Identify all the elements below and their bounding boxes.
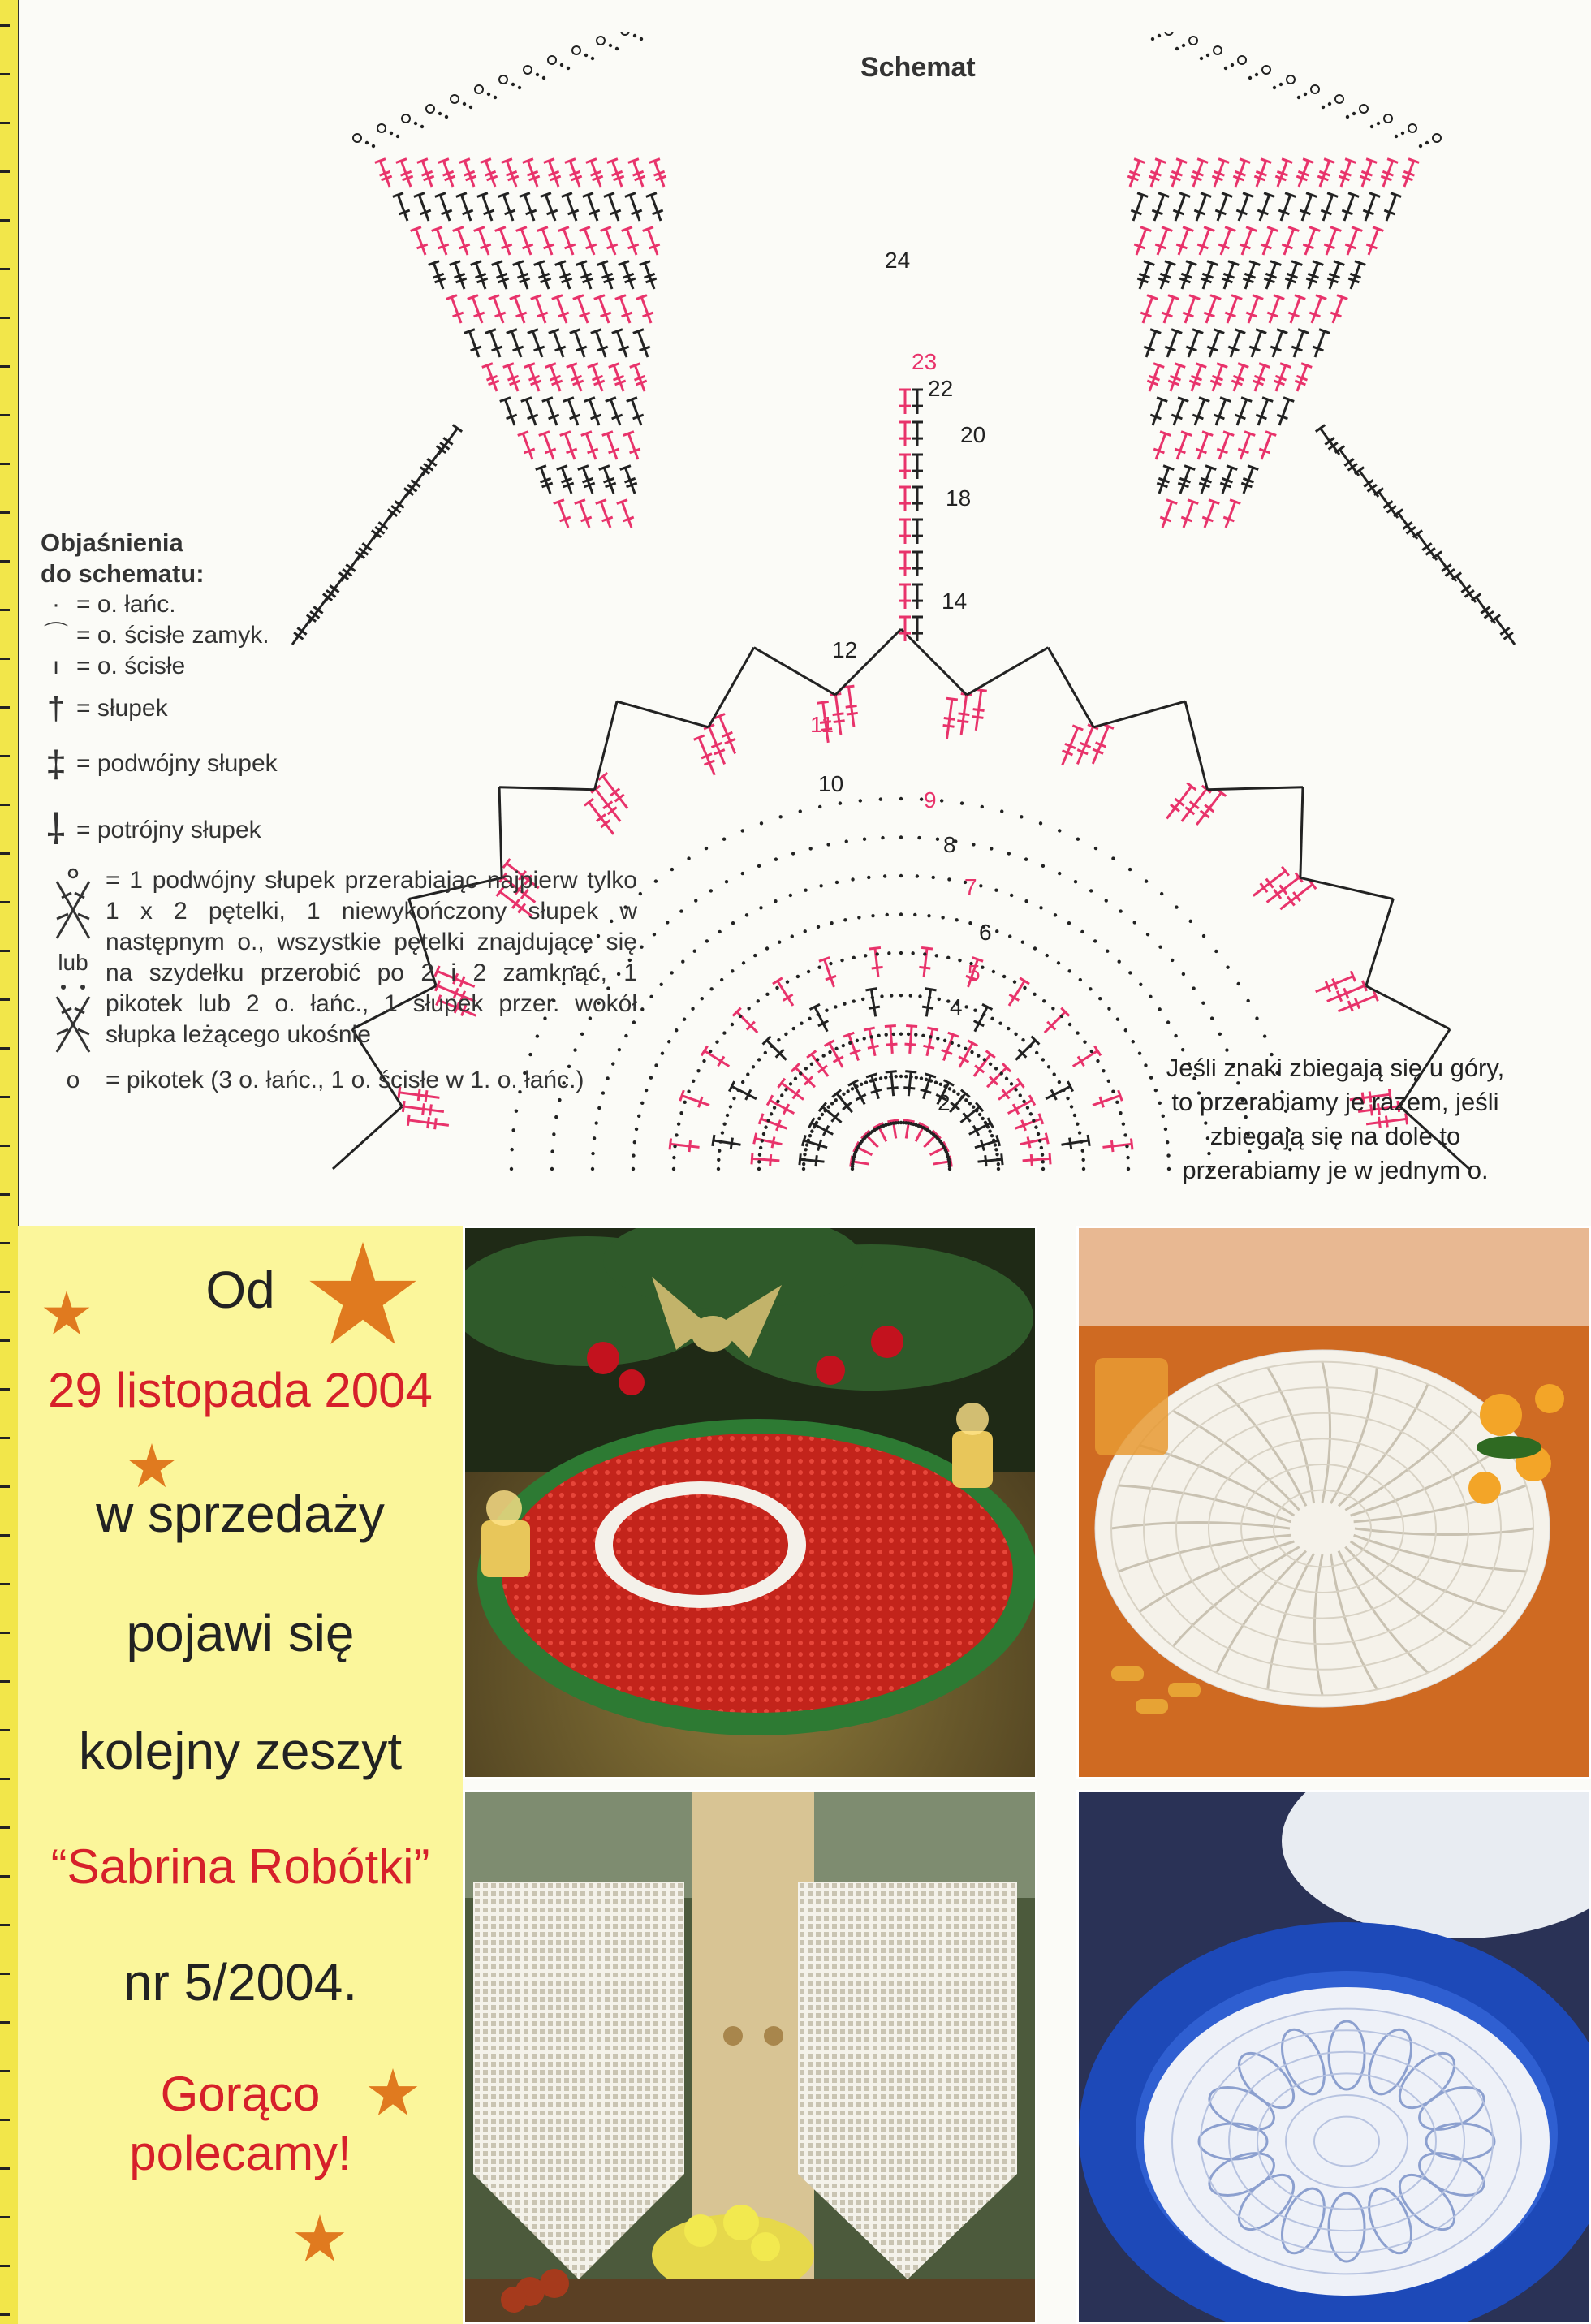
- row-number-5: 5: [968, 960, 981, 985]
- ruler-tick: [0, 414, 10, 416]
- photo-blue-plate-doily: [1076, 1790, 1591, 2324]
- ruler-tick: [0, 1485, 10, 1488]
- ruler-tick: [0, 2119, 10, 2121]
- row-number-11: 11: [810, 712, 834, 737]
- ruler-tick: [0, 2167, 10, 2170]
- ruler-tick: [0, 560, 10, 563]
- promo-panel: [18, 1226, 463, 2324]
- chain-stitch-icon: ·: [52, 591, 60, 618]
- promo-date: 29 listopada 2004: [48, 1363, 433, 1417]
- ruler-tick: [0, 1778, 10, 1780]
- ruler-tick: [0, 463, 10, 465]
- promo-recommend-2: polecamy!: [129, 2126, 351, 2180]
- ruler-tick: [0, 950, 10, 952]
- ruler-tick: [0, 1875, 10, 1878]
- ruler-tick: [0, 1729, 10, 1731]
- legend-item-decrease: [41, 865, 641, 1060]
- row-number-2: 2: [938, 1090, 951, 1115]
- ruler-tick: [0, 1193, 10, 1196]
- row-number-8: 8: [943, 832, 956, 857]
- ruler-tick: [0, 1096, 10, 1098]
- ruler-tick: [0, 2021, 10, 2024]
- white-doily-illustration: [1079, 1228, 1591, 1779]
- diagram-title: Schemat: [860, 52, 976, 83]
- ruler-tick: [0, 1047, 10, 1050]
- ruler-tick: [0, 1145, 10, 1147]
- red-doily-illustration: [465, 1228, 1037, 1779]
- ruler-tick: [0, 365, 10, 368]
- diagram-legend: [41, 528, 641, 1094]
- page-edge-ruler: [0, 0, 19, 2324]
- curtains-illustration: [465, 1792, 1037, 2324]
- ruler-tick: [0, 901, 10, 903]
- row-number-12: 12: [832, 637, 858, 662]
- triple-treble-icon: ⸸: [45, 807, 67, 854]
- photo-white-doily: [1076, 1226, 1591, 1779]
- row-number-24: 24: [885, 248, 911, 273]
- promo-on-sale: w sprzedaży: [96, 1485, 385, 1543]
- photo-red-doily: [463, 1226, 1037, 1779]
- promo-issue-number: nr 5/2004.: [123, 1953, 358, 2011]
- ruler-tick: [0, 268, 10, 270]
- star-icon: [127, 1443, 176, 1489]
- treble-crochet-icon: ‡: [45, 743, 67, 785]
- ruler-tick: [0, 2070, 10, 2072]
- ruler-tick: [0, 1583, 10, 1585]
- ruler-tick: [0, 317, 10, 319]
- row-number-9: 9: [924, 787, 937, 813]
- ruler-tick: [0, 1973, 10, 1975]
- promo-recommend-1: Gorąco: [160, 2067, 321, 2121]
- single-crochet-icon: ı: [52, 653, 60, 679]
- ruler-tick: [0, 2313, 10, 2316]
- ruler-tick: [0, 2265, 10, 2267]
- ruler-tick: [0, 1924, 10, 1926]
- star-icon: [294, 2214, 346, 2263]
- legend-item-picot: o = pikotek (3 o. łańc., 1 o. ścisłe w 1. o. łańc.): [41, 1067, 641, 1094]
- legend-item-treble-crochet: ‡ = podwójny słupek: [41, 748, 641, 779]
- blue-plate-illustration: [1079, 1792, 1591, 2324]
- diagram-row-numbers: [810, 248, 992, 1115]
- crossed-cluster-icon: [47, 865, 99, 946]
- ruler-tick: [0, 1388, 10, 1391]
- row-number-7: 7: [964, 874, 977, 899]
- double-crochet-icon: †: [46, 691, 66, 727]
- ruler-tick: [0, 1339, 10, 1342]
- ruler-tick: [0, 1242, 10, 1244]
- ruler-tick: [0, 170, 10, 173]
- legend-item-single-crochet: ı = o. ścisłe: [41, 651, 641, 682]
- photo-lace-curtains: [463, 1790, 1037, 2324]
- picot-icon: o: [66, 1067, 80, 1093]
- row-number-23: 23: [912, 349, 938, 374]
- row-number-6: 6: [979, 920, 992, 945]
- diagram-note: Jeśli znaki zbiegają się u góry, to przerabiamy je razem, jeśli zbiegają się na dole to przerabiamy je w jednym o.: [1166, 1054, 1505, 1184]
- ruler-tick: [0, 2216, 10, 2218]
- row-number-18: 18: [946, 485, 972, 511]
- star-icon: [306, 1242, 420, 1347]
- row-number-14: 14: [942, 589, 968, 614]
- ruler-tick: [0, 1826, 10, 1829]
- legend-title: Objaśnienia do schematu:: [41, 528, 205, 588]
- ruler-tick: [0, 1632, 10, 1634]
- ruler-tick: [0, 73, 10, 75]
- promo-next-issue: kolejny zeszyt: [78, 1722, 403, 1780]
- promo-will-appear: pojawi się: [126, 1604, 355, 1662]
- row-number-22: 22: [928, 376, 954, 401]
- ruler-tick: [0, 1534, 10, 1537]
- star-icon: [42, 1291, 91, 1336]
- legend-item-double-crochet: † = słupek: [41, 693, 641, 724]
- or-label: lub: [58, 950, 88, 975]
- ruler-tick: [0, 1291, 10, 1293]
- legend-item-chain: · = o. łańc.: [41, 589, 641, 620]
- row-number-20: 20: [960, 422, 986, 447]
- ruler-tick: [0, 24, 10, 27]
- ruler-tick: [0, 706, 10, 709]
- ruler-tick: [0, 1680, 10, 1683]
- ruler-tick: [0, 804, 10, 806]
- promo-magazine-title: “Sabrina Robótki”: [50, 1839, 430, 1894]
- ruler-tick: [0, 852, 10, 855]
- ruler-tick: [0, 1437, 10, 1439]
- row-number-4: 4: [950, 994, 963, 1020]
- ruler-tick: [0, 755, 10, 757]
- slip-stitch-icon: ⌒: [44, 622, 68, 649]
- crossed-cluster-chain-icon: [47, 979, 99, 1060]
- ruler-tick: [0, 998, 10, 1001]
- ruler-tick: [0, 219, 10, 222]
- ruler-tick: [0, 511, 10, 514]
- star-icon: [367, 2068, 419, 2117]
- ruler-tick: [0, 658, 10, 660]
- legend-item-slip-stitch: ⌒ = o. ścisłe zamyk.: [41, 620, 641, 651]
- ruler-tick: [0, 122, 10, 124]
- ruler-tick: [0, 609, 10, 611]
- decrease-description: = 1 podwójny słupek przerabiając najpierw tylko 1 x 2 pętelki, 1 niewykończony słupek w następnym o., wszystkie pętelki znajdujące się na szydełku przerobić po 2 i 2 zamknąć, 1 pikotek lub 2 o. łańc., 1 słupek przer. wokół słupka leżącego ukośnie: [106, 867, 637, 1048]
- legend-item-triple-treble: ⸸ = potrójny słupek: [41, 815, 641, 846]
- row-number-10: 10: [818, 771, 844, 796]
- promo-od: Od: [205, 1261, 275, 1319]
